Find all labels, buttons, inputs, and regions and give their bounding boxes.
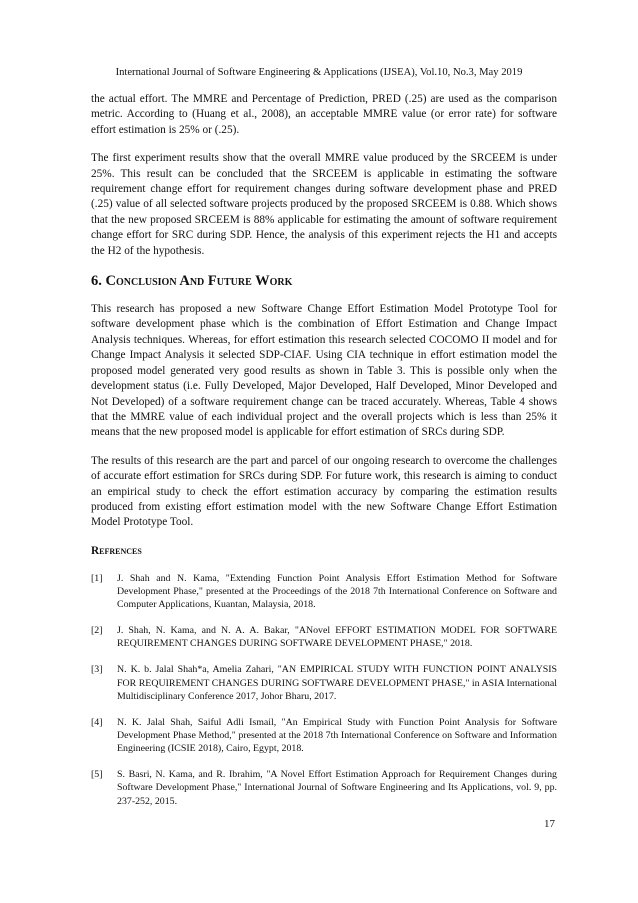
reference-item [91,624,557,651]
paragraph-experiment-results: The first experiment results show that the overall MMRE value produced by the SRCEEM is under 25%. This result can be concluded that the SRCEEM is applicable in estimating the software requirement change effort for requirement changes during software development phase and PRED (.25) value of all selected software projects produced by the proposed SRCEEM is 0.88. Which shows that the new proposed SRCEEM is 88% applicable for estimating the amount of software requirement change effort for SRC during SDP. Hence, the analysis of this experiment rejects the H1 and accepts the H2 of the hypothesis. [91,152,557,257]
references-heading: Refrences [91,544,142,557]
reference-list [91,572,557,808]
reference-text: S. Basri, N. Kama, and R. Ibrahim, "A Novel Effort Estimation Approach for Requirement Changes during Software Development Phase," International Journal of Software Engineering and Its Applications, vol. 9, pp. 237-252, 2015. [117,769,557,807]
reference-number: [3] [91,664,103,676]
paragraph-conclusion: This research has proposed a new Software Change Effort Estimation Model Prototype Tool for software development phase which is the combination of Effort Estimation and Change Impact Analysis techniques. Whereas, for effort estimation this research selected COCOMO II model and for Change Impact Analysis it selected SDP-CIAF. Using CIA technique in effort estimation model the proposed model generated very good results as shown in Table 3. This is possible only when the development status (i.e. Fully Developed, Major Developed, Half Developed, Minor Developed and Not Developed) of a software requirement change can be traced accurately. Whereas, Table 4 shows that the MMRE value of each individual project and the overall projects which is less than 25% it means that the new proposed model is applicable for effort estimation of SRCs during SDP. [91,303,557,439]
section-heading-conclusion: 6. Conclusion And Future Work [91,273,293,290]
running-header: International Journal of Software Engineering & Applications (IJSEA), Vol.10, No.3, May 2019 [115,67,523,78]
reference-item [91,716,557,756]
reference-number: [2] [91,625,103,637]
reference-number: [4] [91,716,103,728]
reference-item [91,768,557,808]
page-number: 17 [544,818,555,830]
reference-number: [5] [91,769,103,781]
paragraph-effort-metrics: the actual effort. The MMRE and Percentage of Prediction, PRED (.25) are used as the comparison metric. According to (Huang et al., 2008), an acceptable MMRE value (or error rate) for software effort estimation is 25% or (.25). [91,93,557,136]
reference-item [91,572,557,612]
reference-text: J. Shah and N. Kama, "Extending Function Point Analysis Effort Estimation Method for Software Development Phase," presented at the Proceedings of the 2018 7th International Conference on Software and Computer Applications, Kuantan, Malaysia, 2018. [117,572,557,611]
paragraph-future-work: The results of this research are the part and parcel of our ongoing research to overcome the challenges of accurate effort estimation for SRCs during SDP. For future work, this research is aiming to conduct an empirical study to check the effort estimation accuracy by comparing the estimation results produced from existing effort estimation model with the new Software Change Effort Estimation Model Prototype Tool. [91,454,557,529]
reference-text: N. K. Jalal Shah, Saiful Adli Ismail, "An Empirical Study with Function Point Analysis for Software Development Phase Method," presented at the 2018 7th International Conference on Software and Information Engineering (ICSIE 2018), Cairo, Egypt, 2018. [117,716,557,755]
reference-text: J. Shah, N. Kama, and N. A. A. Bakar, "ANovel EFFORT ESTIMATION MODEL FOR SOFTWARE REQUIREMENT CHANGES DURING SOFTWARE DEVELOPMENT PHASE," 2018. [117,625,557,650]
reference-item [91,663,557,703]
page-content [91,92,557,820]
reference-number: [1] [91,572,103,584]
reference-text: N. K. b. Jalal Shah*a, Amelia Zahari, "AN EMPIRICAL STUDY WITH FUNCTION POINT ANALYSIS FOR REQUIREMENT CHANGES DURING SOFTWARE DEVELOPMENT PHASE," in ASIA International Multidisciplinary Conference 2017, Johor Bharu, 2017. [117,664,557,702]
